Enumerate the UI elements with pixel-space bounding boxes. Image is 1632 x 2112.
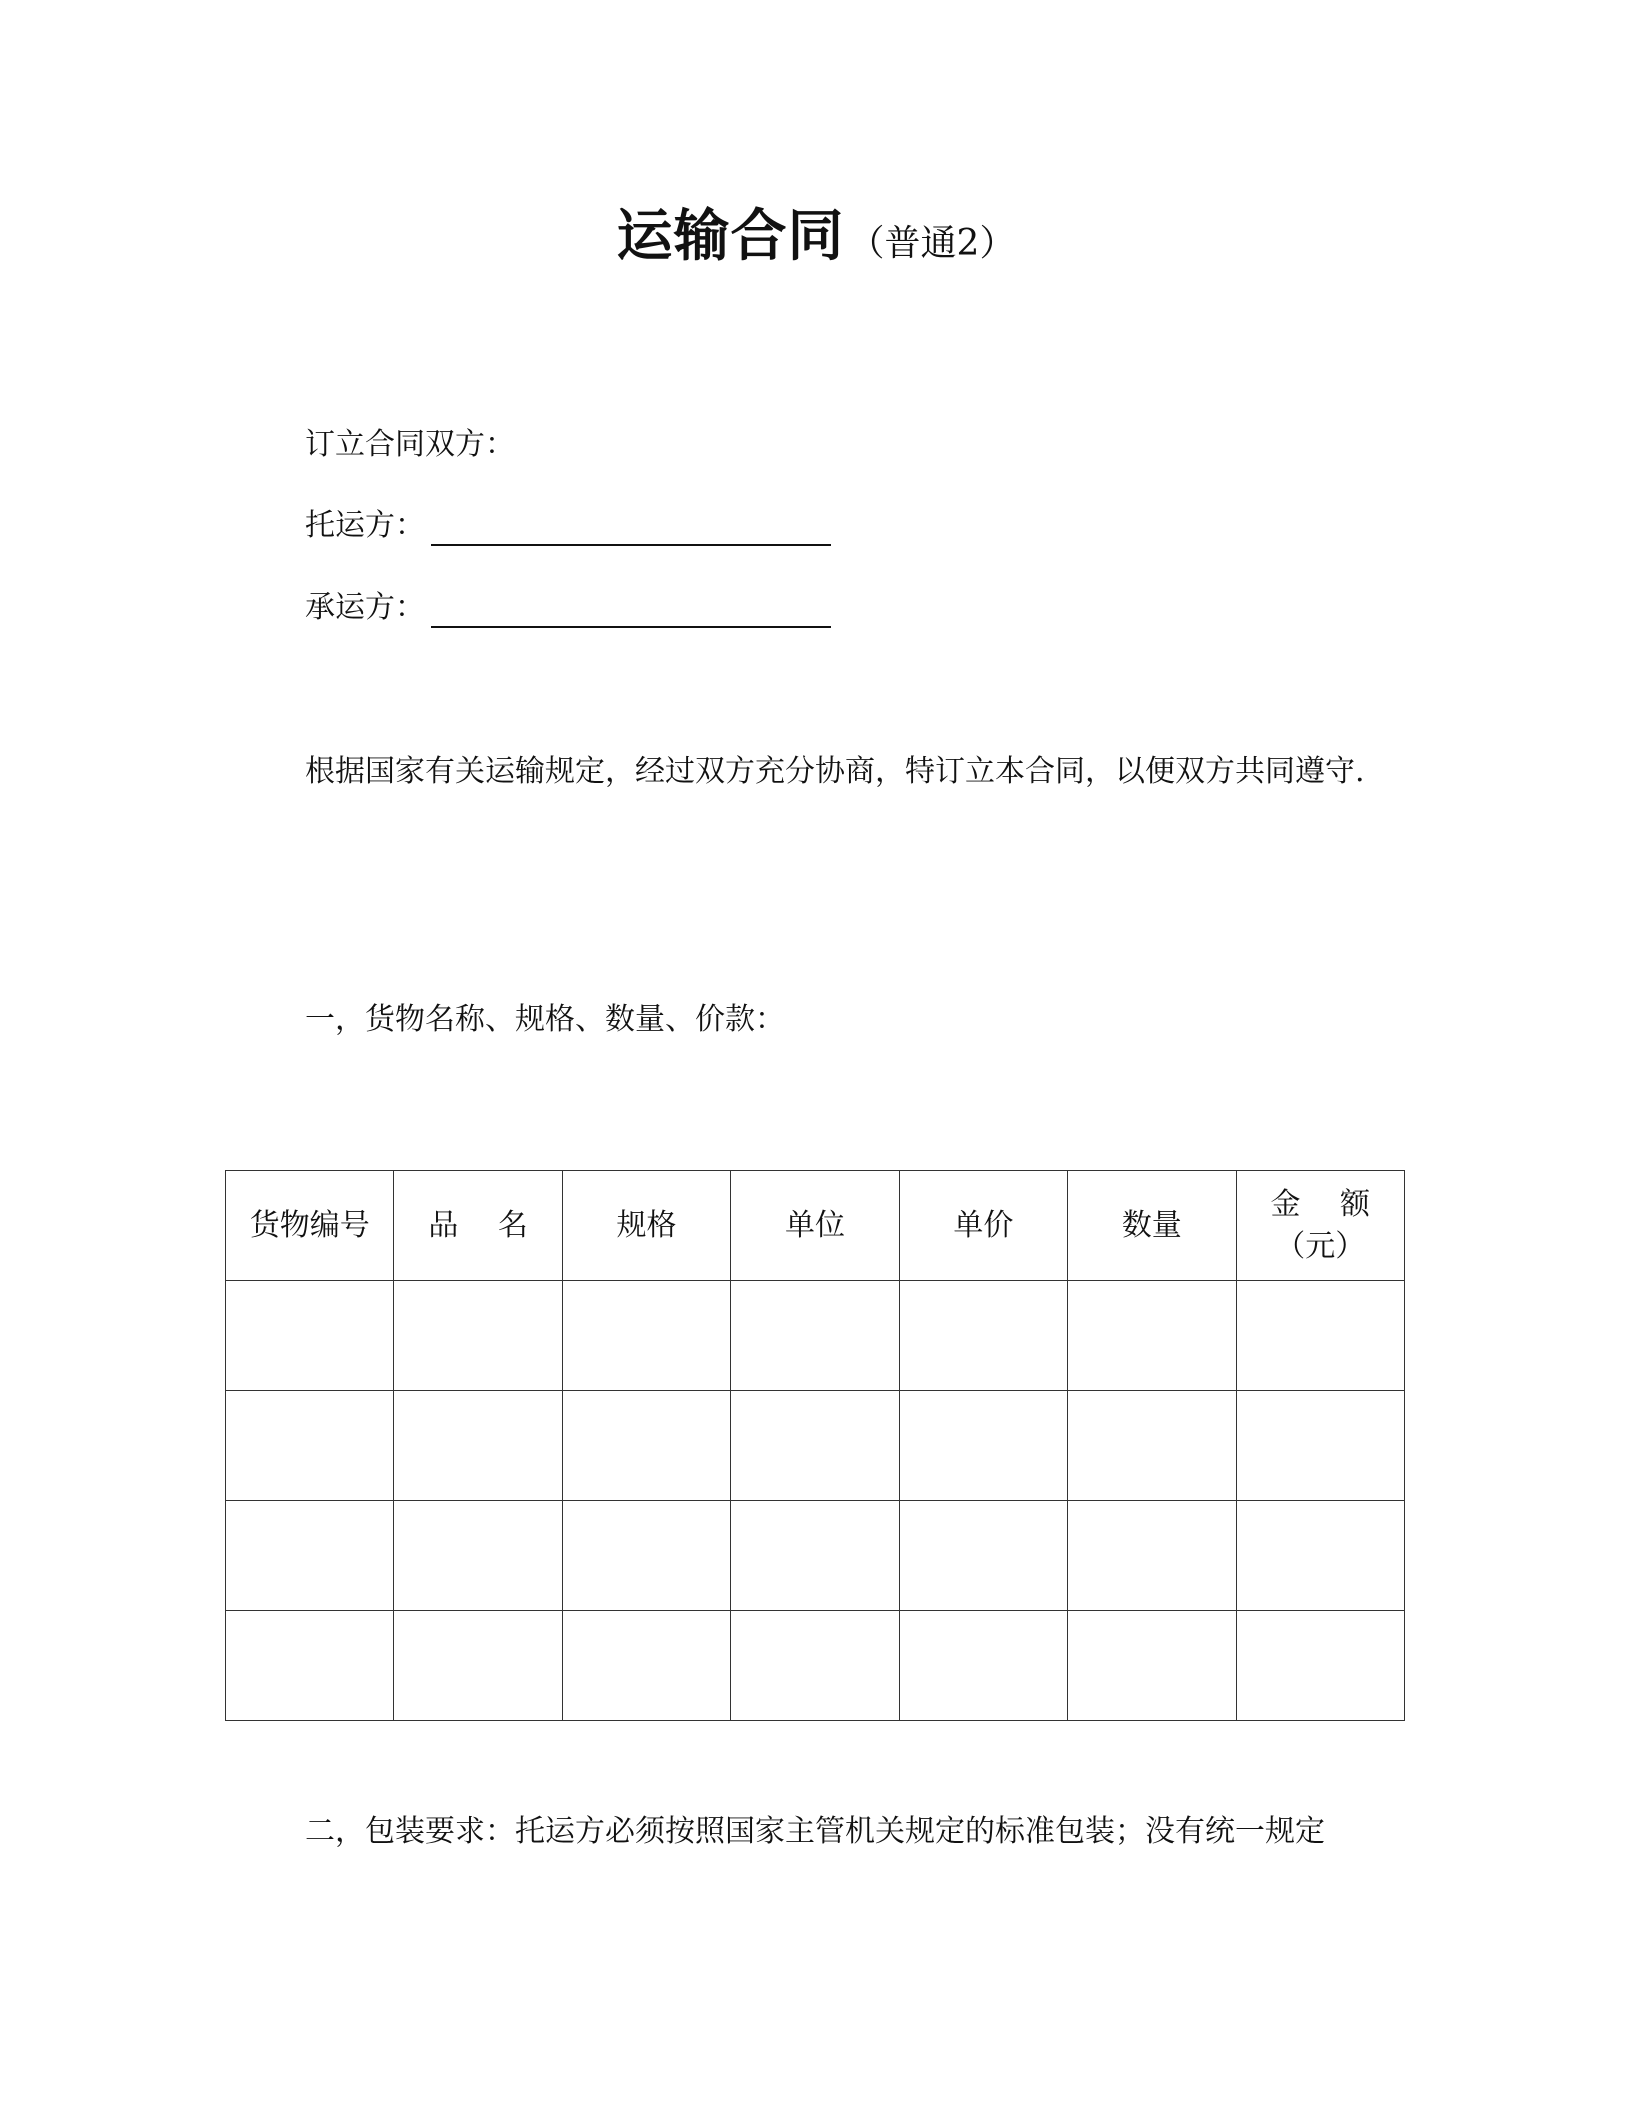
table-cell[interactable] [1236, 1391, 1404, 1501]
title-suffix: （普通2） [848, 223, 1016, 264]
table-row [226, 1501, 1405, 1611]
table-cell[interactable] [562, 1391, 730, 1501]
title-main: 运输合同 [616, 204, 845, 269]
document-title [0, 192, 1632, 272]
table-cell[interactable] [226, 1281, 394, 1391]
table-cell[interactable] [731, 1611, 899, 1721]
table-cell[interactable] [394, 1391, 562, 1501]
header-amount [1236, 1171, 1404, 1281]
table-row [226, 1611, 1405, 1721]
section2-text: 二，包装要求：托运方必须按照国家主管机关规定的标准包装；没有统一规定 [305, 1814, 1325, 1849]
header-specification: 规格 [562, 1171, 730, 1281]
table-cell[interactable] [1068, 1501, 1236, 1611]
table-cell[interactable] [394, 1611, 562, 1721]
table-cell[interactable] [394, 1281, 562, 1391]
table-cell[interactable] [226, 1391, 394, 1501]
carrier-label: 承运方： [305, 590, 425, 625]
shipper-label: 托运方： [305, 508, 425, 543]
carrier-line [305, 588, 831, 628]
table-cell[interactable] [562, 1281, 730, 1391]
parties-intro: 订立合同双方： [305, 427, 515, 462]
carrier-blank[interactable] [431, 600, 831, 628]
goods-table [225, 1170, 1405, 1721]
table-cell[interactable] [1068, 1391, 1236, 1501]
header-unit: 单位 [731, 1171, 899, 1281]
table-cell[interactable] [1068, 1281, 1236, 1391]
table-cell[interactable] [562, 1611, 730, 1721]
table-row [226, 1391, 1405, 1501]
header-goods-number: 货物编号 [226, 1171, 394, 1281]
header-amount-label: 金 额 [1270, 1186, 1371, 1222]
table-cell[interactable] [1236, 1611, 1404, 1721]
table-cell[interactable] [226, 1501, 394, 1611]
table-cell[interactable] [899, 1501, 1067, 1611]
table-row [226, 1281, 1405, 1391]
shipper-line [305, 506, 831, 546]
table-cell[interactable] [1068, 1611, 1236, 1721]
section1-heading: 一，货物名称、规格、数量、价款： [305, 1002, 785, 1037]
table-cell[interactable] [394, 1501, 562, 1611]
header-unit-price: 单价 [899, 1171, 1067, 1281]
header-amount-unit: （元） [1275, 1228, 1366, 1264]
table-cell[interactable] [731, 1391, 899, 1501]
header-product-name: 品 名 [394, 1171, 562, 1281]
table-cell[interactable] [899, 1281, 1067, 1391]
header-quantity: 数量 [1068, 1171, 1236, 1281]
table-cell[interactable] [899, 1611, 1067, 1721]
table-header-row [226, 1171, 1405, 1281]
table-cell[interactable] [731, 1501, 899, 1611]
preamble-paragraph: 根据国家有关运输规定，经过双方充分协商，特订立本合同，以便双方共同遵守. [305, 754, 1365, 789]
table-cell[interactable] [1236, 1281, 1404, 1391]
table-cell[interactable] [1236, 1501, 1404, 1611]
table-cell[interactable] [226, 1611, 394, 1721]
table-cell[interactable] [899, 1391, 1067, 1501]
table-cell[interactable] [562, 1501, 730, 1611]
shipper-blank[interactable] [431, 518, 831, 546]
table-cell[interactable] [731, 1281, 899, 1391]
